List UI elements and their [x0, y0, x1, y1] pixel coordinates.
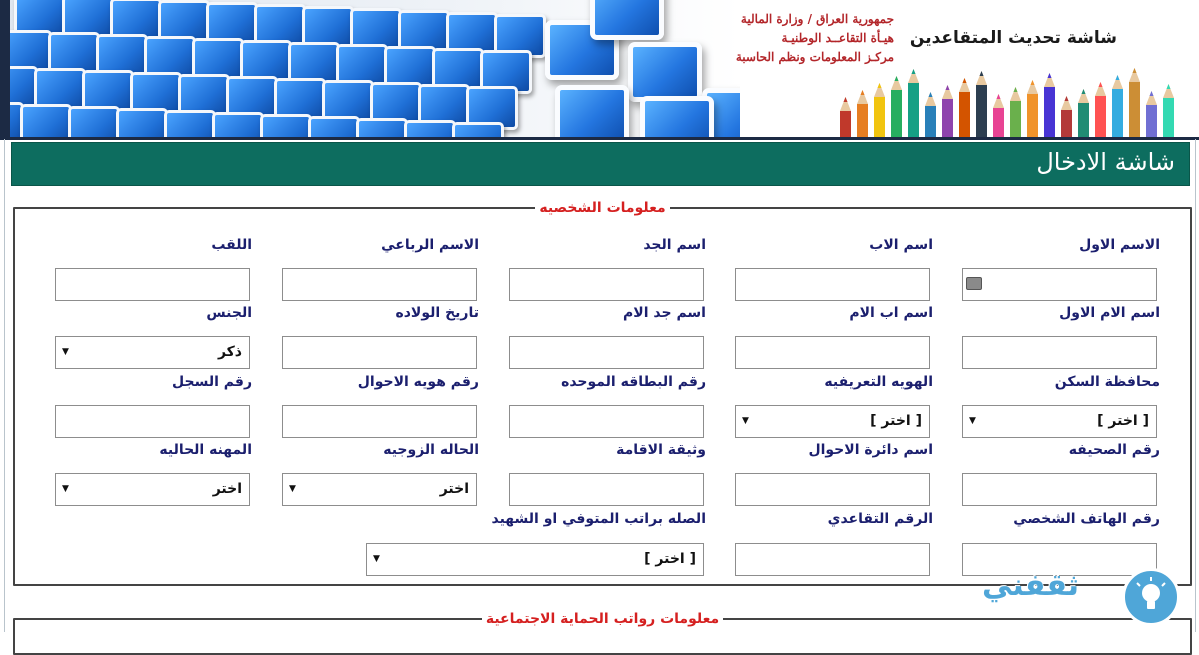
keyboard-icon — [966, 277, 982, 290]
ministry-line-1: جمهورية العراق / وزارة المالية — [740, 12, 894, 26]
pencil — [908, 69, 919, 137]
current-job-select-value: اختر — [212, 481, 242, 497]
label-gender: الجنس — [206, 305, 252, 321]
cube-tile — [308, 116, 360, 137]
pencil — [1010, 87, 1021, 137]
banner-cubes-graphic — [0, 0, 740, 137]
cube-tile — [68, 106, 120, 137]
lightbulb-icon — [1122, 568, 1180, 626]
pencil — [1095, 82, 1106, 137]
watermark-text: ثقفني — [982, 568, 1080, 603]
first-name-input[interactable] — [962, 268, 1157, 301]
label-id-type: الهويه التعريفيه — [824, 374, 933, 390]
mother-grandfather-name-input[interactable] — [509, 336, 704, 369]
grandfather-name-input[interactable] — [509, 268, 704, 301]
cube-tile — [20, 104, 72, 137]
label-phone: رقم الهاتف الشخصي — [1013, 511, 1160, 527]
label-unified-card: رقم البطاقه الموحده — [561, 374, 706, 390]
id-type-select-value: [ اختر ] — [870, 413, 922, 429]
label-relation: الصله براتب المتوفي او الشهيد — [491, 511, 706, 527]
pencil — [1078, 89, 1089, 137]
unified-card-input[interactable] — [509, 405, 704, 438]
label-marital-status: الحاله الزوجيه — [383, 442, 479, 458]
cube-tile — [164, 110, 216, 137]
pencil — [1129, 68, 1140, 137]
page-title: شاشة الادخال — [1036, 148, 1175, 176]
pencil — [857, 90, 868, 137]
pencil — [959, 78, 970, 137]
dropdown-arrow-icon: ▼ — [289, 484, 296, 494]
gender-select[interactable] — [55, 336, 250, 369]
label-mother-grandfather-name: اسم جد الام — [623, 305, 706, 321]
surname-input[interactable] — [55, 268, 250, 301]
page-no-input[interactable] — [962, 473, 1157, 506]
mother-father-name-input[interactable] — [735, 336, 930, 369]
residence-card-input[interactable] — [509, 473, 704, 506]
pencil — [993, 94, 1004, 137]
pencil — [1163, 84, 1174, 137]
label-father-name: اسم الاب — [869, 237, 933, 253]
label-residence-card: وثيقة الاقامة — [616, 442, 706, 458]
label-surname: اللقب — [211, 237, 252, 253]
pencil — [1044, 73, 1055, 137]
relation-select-value: [ اختر ] — [644, 551, 696, 567]
cube-tile — [116, 108, 168, 137]
dropdown-arrow-icon: ▼ — [969, 416, 976, 426]
pencil — [891, 76, 902, 137]
pencil — [840, 97, 851, 137]
full-name-input[interactable] — [282, 268, 477, 301]
label-grandfather-name: اسم الجد — [643, 237, 706, 253]
banner-edge — [0, 0, 10, 137]
cube-tile — [260, 114, 312, 137]
birth-date-input[interactable] — [282, 336, 477, 369]
pencil — [925, 92, 936, 137]
pencil — [1146, 91, 1157, 137]
page-header-bar — [11, 142, 1190, 186]
retirement-no-input[interactable] — [735, 543, 930, 576]
governorate-select-value: [ اختر ] — [1097, 413, 1149, 429]
marital-status-select[interactable] — [282, 473, 477, 506]
label-birth-date: تاريخ الولاده — [395, 305, 479, 321]
label-page-no: رقم الصحيفه — [1068, 442, 1160, 458]
lightbulb-icon-svg — [1125, 571, 1177, 623]
label-retirement-no: الرقم التقاعدي — [827, 511, 933, 527]
label-full-name: الاسم الرباعي — [381, 237, 479, 253]
pencil — [874, 83, 885, 137]
cube-tile — [404, 120, 456, 137]
civil-id-input[interactable] — [282, 405, 477, 438]
ministry-line-3: مركـز المعلومات ونظم الحاسبة — [735, 50, 894, 64]
ministry-line-2: هيـأة التقاعــد الوطنيـة — [781, 31, 894, 45]
cube-tile — [356, 118, 408, 137]
colored-pencils-graphic — [834, 59, 1189, 137]
label-current-job: المهنه الحاليه — [159, 442, 252, 458]
pencil — [1112, 75, 1123, 137]
personal-info-group — [13, 200, 1192, 586]
label-register-no: رقم السجل — [172, 374, 252, 390]
pencil — [942, 85, 953, 137]
label-mother-first-name: اسم الام الاول — [1059, 305, 1160, 321]
mother-first-name-input[interactable] — [962, 336, 1157, 369]
label-civil-office: اسم دائرة الاحوال — [808, 442, 933, 458]
pencil — [1027, 80, 1038, 137]
label-mother-father-name: اسم اب الام — [849, 305, 933, 321]
governorate-select[interactable] — [962, 405, 1157, 438]
dropdown-arrow-icon: ▼ — [62, 347, 69, 357]
register-no-input[interactable] — [55, 405, 250, 438]
label-governorate: محافظة السكن — [1054, 374, 1160, 390]
social-protection-legend: معلومات رواتب الحماية الاجتماعية — [485, 611, 720, 627]
cube-block — [555, 85, 629, 137]
personal-info-legend: معلومات الشخصيه — [539, 200, 666, 216]
dropdown-arrow-icon: ▼ — [373, 554, 380, 564]
marital-status-select-value: اختر — [439, 481, 469, 497]
dropdown-arrow-icon: ▼ — [742, 416, 749, 426]
gender-select-value: ذكر — [217, 344, 242, 360]
pencil — [1061, 96, 1072, 137]
label-civil-id: رقم هويه الاحوال — [357, 374, 479, 390]
civil-office-input[interactable] — [735, 473, 930, 506]
cube-tile — [452, 122, 504, 137]
current-job-select[interactable] — [55, 473, 250, 506]
main-panel — [4, 139, 1196, 632]
cube-tile — [212, 112, 264, 137]
dropdown-arrow-icon: ▼ — [62, 484, 69, 494]
pencil — [976, 71, 987, 137]
father-name-input[interactable] — [735, 268, 930, 301]
cube-block — [640, 96, 714, 137]
label-first-name: الاسم الاول — [1079, 237, 1160, 253]
id-type-select[interactable] — [735, 405, 930, 438]
relation-select[interactable] — [366, 543, 704, 576]
banner-title: شاشة تحديث المتقاعدين — [909, 28, 1117, 48]
site-watermark — [982, 564, 1187, 624]
header-banner — [0, 0, 1199, 140]
